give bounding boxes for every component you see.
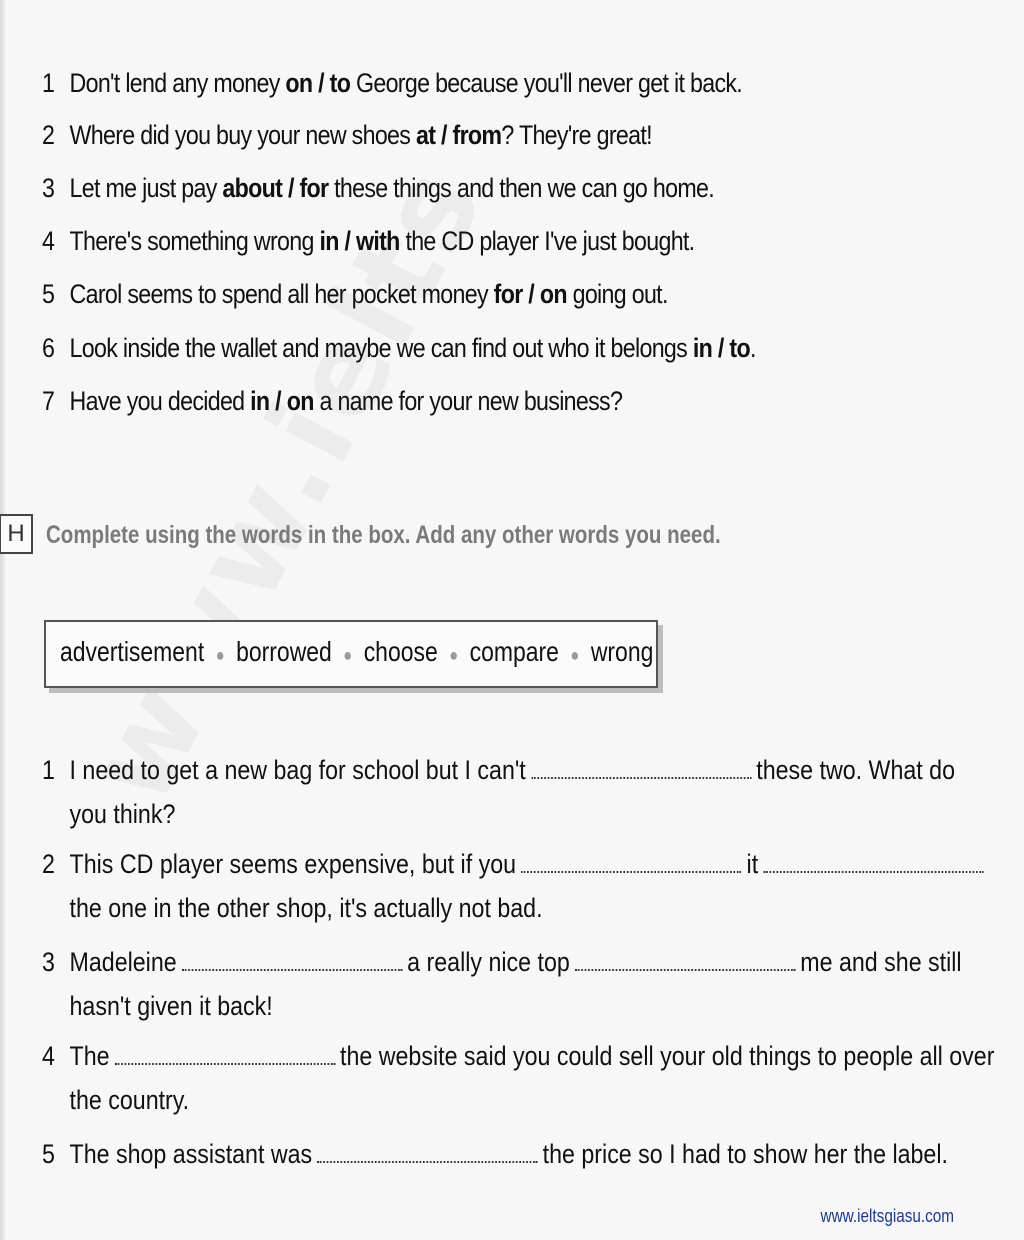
- choice-options: in / on: [250, 386, 314, 416]
- answer-blank[interactable]: [531, 755, 751, 779]
- list-item: 2 Where did you buy your new shoes at / from? They're great!: [42, 120, 652, 150]
- choice-options: on / to: [285, 68, 351, 98]
- answer-blank[interactable]: [575, 947, 795, 971]
- answer-blank[interactable]: [521, 849, 741, 873]
- word-box: [44, 620, 658, 688]
- bullet-separator: ●: [343, 645, 353, 665]
- word-item: choose: [363, 636, 438, 667]
- page-edge: [0, 0, 6, 1240]
- answer-blank[interactable]: [115, 1041, 335, 1065]
- list-item: 1 Don't lend any money on / to George because you'll never get it back.: [42, 68, 743, 98]
- list-item: 4 There's something wrong in / with the CD player I've just bought.: [42, 226, 695, 256]
- instruction: Complete using the words in the box. Add any other words you need.: [46, 521, 721, 549]
- answer-blank[interactable]: [317, 1139, 537, 1163]
- list-item: 3 Madeleine a really nice top me and she still hasn't given it back!: [42, 947, 962, 1021]
- word-item: advertisement: [60, 636, 205, 667]
- list-item: 5 The shop assistant was the price so I had to show her the label.: [42, 1139, 948, 1169]
- list-item: 6 Look inside the wallet and maybe we can find out who it belongs in / to.: [42, 333, 756, 363]
- answer-blank[interactable]: [182, 947, 402, 971]
- word-item: wrong: [590, 636, 654, 667]
- choice-options: in / to: [692, 333, 750, 363]
- bullet-separator: ●: [570, 645, 580, 665]
- choice-options: at / from: [415, 120, 502, 150]
- bullet-separator: ●: [449, 645, 459, 665]
- list-item: 3 Let me just pay about / for these things and then we can go home.: [42, 173, 715, 203]
- list-item: 4 The the website said you could sell your old things to people all over the country.: [42, 1041, 995, 1115]
- list-item: 2 This CD player seems expensive, but if you it the one in the other shop, it's actually not bad.: [42, 842, 972, 930]
- list-item: 1 I need to get a new bag for school but I can't these two. What do you think?: [42, 755, 956, 829]
- word-box-words: [60, 636, 653, 668]
- word-item: compare: [469, 636, 559, 667]
- footer-link[interactable]: www.ieltsgiasu.com: [820, 1206, 954, 1226]
- list-item: 5 Carol seems to spend all her pocket money for / on going out.: [42, 279, 668, 309]
- answer-blank[interactable]: [763, 849, 983, 873]
- word-item: borrowed: [236, 636, 332, 667]
- choice-options: for / on: [493, 279, 567, 309]
- choice-options: about / for: [222, 173, 329, 203]
- list-item: 7 Have you decided in / on a name for your new business?: [42, 386, 623, 416]
- section-letter: H: [0, 514, 33, 554]
- bullet-separator: ●: [215, 645, 225, 665]
- choice-options: in / with: [319, 226, 400, 256]
